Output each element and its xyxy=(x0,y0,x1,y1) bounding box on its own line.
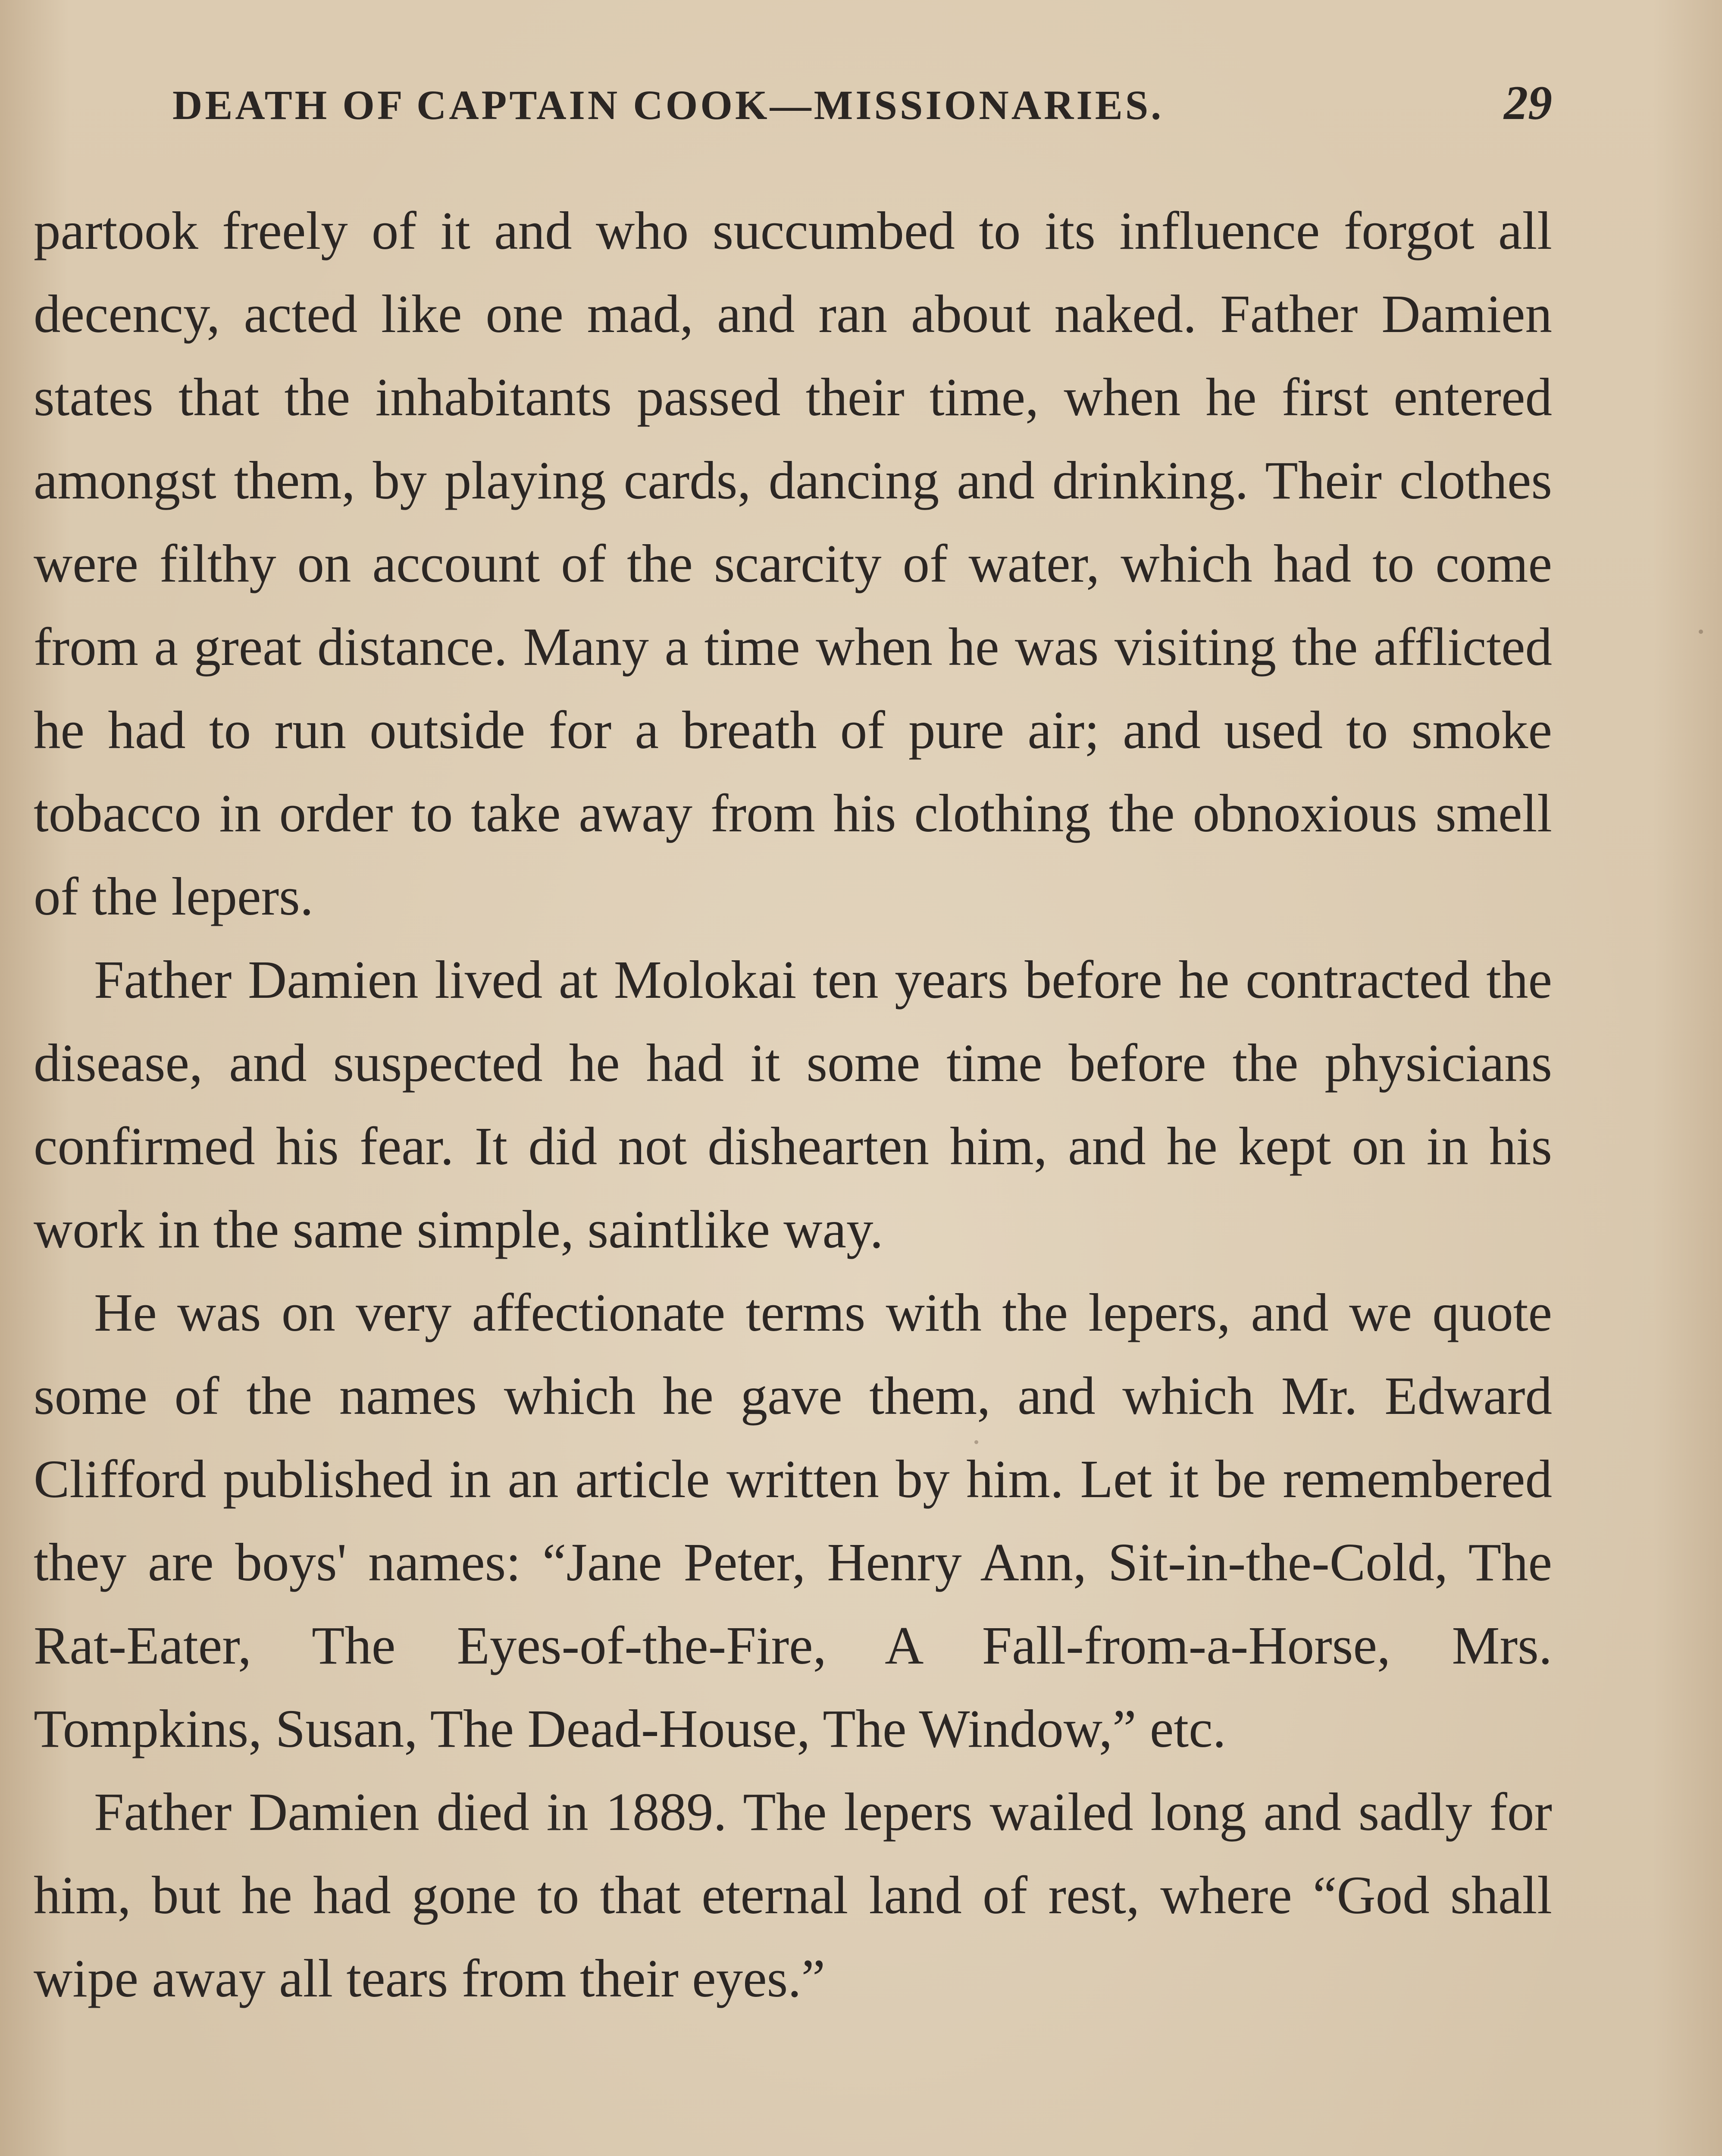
paragraph-2: Father Damien lived at Molokai ten years before he contracted the disease, and suspected he had it some time before the physicians confirmed his fear. It did not dishearten him, and he kept on in his work in the same simple, saintlike way. xyxy=(34,950,1552,1260)
page-number: 29 xyxy=(1504,76,1552,130)
paragraph-1: partook freely of it and who succumbed to its influence forgot all decency, acted like one mad, and ran about naked. Father Damien states that the inhabitants passed their time, when he first entered amongst them, by playing cards, dancing and drinking. Their clothes were filthy on account of the scarcity of water, which had to come from a great distance. Many a time when he was visiting the afflicted he had to run outside for a breath of pure air; and used to smoke tobacco in order to take away from his clothing the obnoxious smell of the lepers. xyxy=(34,201,1552,927)
paper-speck xyxy=(974,1440,978,1444)
paragraph-3: He was on very affectionate terms with the lepers, and we quote some of the names which he gave them, and which Mr. Edward Clifford published in an article written by him. Let it be remembered they are boys' names: “Jane Peter, Henry Ann, Sit-in-the-Cold, The Rat-Eater, The Eyes-of-the-Fire, A Fall-from-a-Horse, Mrs. Tompkins, Susan, The Dead-House, The Window,” etc. xyxy=(34,1283,1552,1759)
paragraph-4: Father Damien died in 1889. The lepers wailed long and sadly for him, but he had gone to that eternal land of rest, where “God shall wipe away all tears from their eyes.” xyxy=(34,1783,1552,2009)
paper-speck xyxy=(1699,630,1703,634)
body-text xyxy=(34,190,1552,2021)
running-title: DEATH OF CAPTAIN COOK—MISSIONARIES. xyxy=(172,82,1164,128)
running-head xyxy=(172,75,1552,140)
